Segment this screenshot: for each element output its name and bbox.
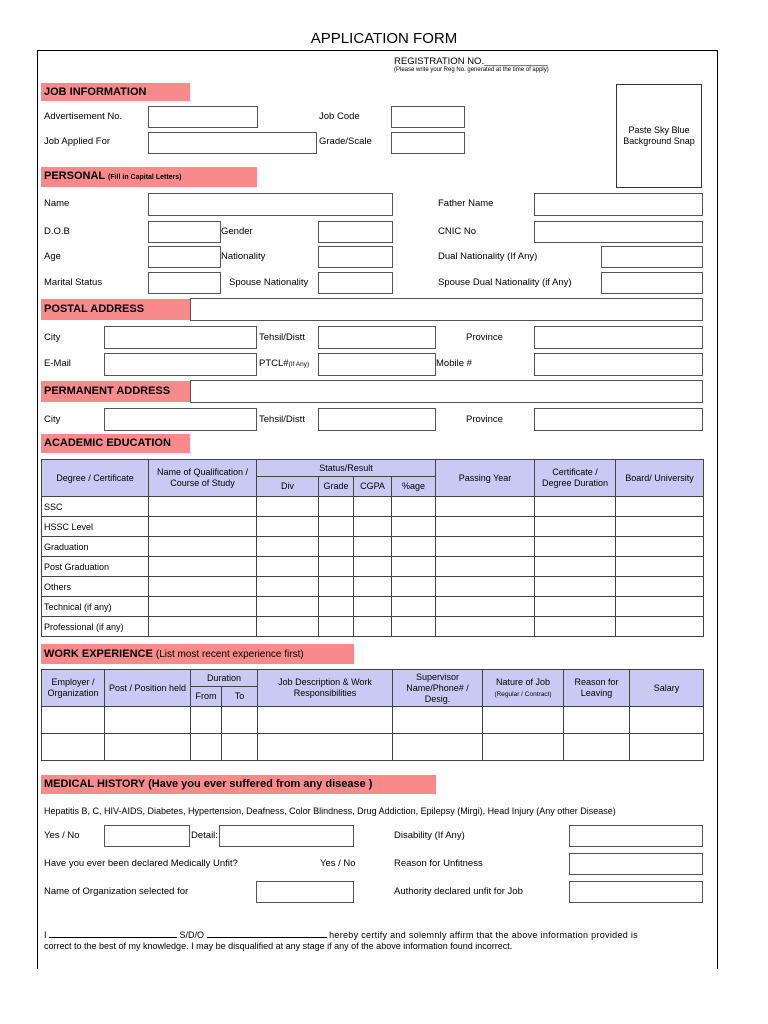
- org-selected-input[interactable]: [256, 881, 354, 903]
- marital-status-label: Marital Status: [44, 277, 103, 288]
- reason-unfitness-input[interactable]: [569, 853, 703, 875]
- table-row: [42, 577, 704, 597]
- col-certificate-duration: Certificate / Degree Duration: [535, 460, 616, 497]
- permanent-tehsil-label: Tehsil/Distt: [259, 414, 305, 425]
- cnic-input[interactable]: [534, 221, 703, 243]
- nationality-input[interactable]: [318, 246, 393, 268]
- mobile-input[interactable]: [534, 353, 703, 376]
- mobile-label: Mobile #: [436, 358, 472, 369]
- permanent-province-input[interactable]: [534, 408, 703, 431]
- spouse-dual-nationality-label: Spouse Dual Nationality (if Any): [438, 277, 572, 288]
- dob-input[interactable]: [148, 221, 221, 243]
- col-nature-of-job: Nature of Job (Regular / Contract): [483, 670, 564, 707]
- certification-line-1: I S/D/O hereby certify and solemnly affirm that the above information provided is: [44, 930, 638, 940]
- job-code-label: Job Code: [319, 111, 360, 122]
- permanent-address-input[interactable]: [190, 380, 703, 403]
- permanent-address-header: PERMANENT ADDRESS: [41, 381, 190, 402]
- father-name-input[interactable]: [534, 193, 703, 216]
- advertisement-no-input[interactable]: [148, 106, 258, 128]
- work-table: [41, 669, 704, 761]
- col-duration: Duration: [191, 670, 258, 687]
- postal-tehsil-label: Tehsil/Distt: [259, 332, 305, 343]
- ptcl-label: PTCL#(If Any): [259, 358, 310, 369]
- gender-label: Gender: [221, 226, 253, 237]
- ptcl-input[interactable]: [318, 353, 436, 376]
- detail-label: Detail:: [191, 830, 218, 841]
- email-label: E-Mail: [44, 358, 71, 369]
- name-input[interactable]: [148, 193, 393, 216]
- col-degree: Degree / Certificate: [42, 460, 149, 497]
- declared-unfit-label: Have you ever been declared Medically Unfit?: [44, 858, 238, 869]
- certification-line-2: correct to the best of my knowledge. I may be disqualified at any stage if any of the above information found incorrect.: [44, 941, 513, 951]
- col-qualification: Name of Qualification / Course of Study: [149, 460, 257, 497]
- row-label: Professional (if any): [42, 617, 149, 637]
- registration-note: (Please write your Reg No. generated at the time of apply): [394, 67, 549, 73]
- permanent-city-input[interactable]: [104, 408, 257, 431]
- col-reason-leaving: Reason for Leaving: [564, 670, 630, 707]
- grade-scale-label: Grade/Scale: [319, 136, 372, 147]
- table-row: [42, 734, 704, 761]
- job-applied-for-label: Job Applied For: [44, 136, 111, 147]
- job-code-input[interactable]: [391, 106, 465, 128]
- col-to: To: [222, 687, 258, 707]
- table-row: [42, 557, 704, 577]
- postal-city-label: City: [44, 332, 61, 343]
- declared-unfit-yes-no[interactable]: Yes / No: [320, 858, 356, 869]
- yes-no-input[interactable]: [104, 825, 190, 847]
- col-passing-year: Passing Year: [436, 460, 535, 497]
- col-grade: Grade: [319, 477, 354, 497]
- academic-education-header: ACADEMIC EDUCATION: [41, 434, 190, 453]
- col-percentage: %age: [392, 477, 436, 497]
- registration-label: REGISTRATION NO.____________: [394, 56, 548, 67]
- age-input[interactable]: [148, 246, 221, 268]
- permanent-city-label: City: [44, 414, 61, 425]
- nationality-label: Nationality: [221, 251, 266, 262]
- reason-unfitness-label: Reason for Unfitness: [394, 858, 483, 869]
- table-row: [42, 497, 704, 517]
- academic-table: [41, 459, 704, 637]
- row-label: HSSC Level: [42, 517, 149, 537]
- authority-input[interactable]: [569, 881, 703, 903]
- disease-list: Hepatitis B, C, HIV-AIDS, Diabetes, Hypertension, Deafness, Color Blindness, Drug Addiction, Epilepsy (Mirgi), Head Injury (Any other Disease): [44, 806, 616, 816]
- authority-label: Authority declared unfit for Job: [394, 886, 523, 897]
- col-cgpa: CGPA: [354, 477, 392, 497]
- personal-header: PERSONAL (Fill in Capital Letters): [41, 167, 257, 187]
- father-name-label: Father Name: [438, 198, 494, 209]
- permanent-tehsil-input[interactable]: [318, 408, 436, 431]
- spouse-nationality-label: Spouse Nationality: [229, 277, 309, 288]
- grade-scale-input[interactable]: [391, 132, 465, 154]
- row-label: Technical (if any): [42, 597, 149, 617]
- row-label: Others: [42, 577, 149, 597]
- table-row: [42, 707, 704, 734]
- email-input[interactable]: [104, 353, 257, 376]
- photo-box-label: Paste Sky Blue Background Snap: [623, 125, 695, 146]
- parent-name-blank[interactable]: [207, 928, 327, 938]
- disability-input[interactable]: [569, 825, 703, 847]
- org-selected-label: Name of Organization selected for: [44, 886, 189, 897]
- spouse-dual-nationality-input[interactable]: [601, 272, 703, 294]
- marital-status-input[interactable]: [148, 272, 221, 294]
- col-div: Div: [257, 477, 319, 497]
- postal-city-input[interactable]: [104, 326, 257, 349]
- page-title: APPLICATION FORM: [310, 30, 458, 47]
- cnic-label: CNIC No: [438, 226, 477, 237]
- dual-nationality-input[interactable]: [601, 246, 703, 268]
- table-row: [42, 517, 704, 537]
- table-row: [42, 617, 704, 637]
- yes-no-label: Yes / No: [44, 830, 80, 841]
- table-row: [42, 597, 704, 617]
- age-label: Age: [44, 251, 61, 262]
- postal-province-label: Province: [466, 332, 503, 343]
- dual-nationality-label: Dual Nationality (If Any): [438, 251, 538, 262]
- job-applied-for-input[interactable]: [148, 132, 317, 154]
- col-supervisor: Supervisor Name/Phone# / Desig.: [393, 670, 483, 707]
- postal-address-header: POSTAL ADDRESS: [41, 299, 190, 320]
- row-label: Post Graduation: [42, 557, 149, 577]
- row-label: SSC: [42, 497, 149, 517]
- job-information-header: JOB INFORMATION: [41, 83, 190, 101]
- col-job-description: Job Description & Work Responsibilities: [258, 670, 393, 707]
- applicant-name-blank[interactable]: [49, 928, 177, 938]
- medical-history-header: MEDICAL HISTORY (Have you ever suffered from any disease ): [41, 775, 436, 794]
- postal-address-input[interactable]: [190, 298, 703, 321]
- gender-input[interactable]: [318, 221, 393, 243]
- col-salary: Salary: [630, 670, 704, 707]
- photo-box[interactable]: [616, 84, 702, 188]
- advertisement-no-label: Advertisement No.: [44, 111, 123, 122]
- detail-input[interactable]: [219, 825, 354, 847]
- col-employer: Employer / Organization: [42, 670, 105, 707]
- dob-label: D.O.B: [44, 226, 70, 237]
- table-row: [42, 537, 704, 557]
- work-experience-header: WORK EXPERIENCE (List most recent experience first): [41, 644, 354, 664]
- disability-label: Disability (If Any): [394, 830, 465, 841]
- col-post: Post / Position held: [105, 670, 191, 707]
- permanent-province-label: Province: [466, 414, 503, 425]
- postal-province-input[interactable]: [534, 326, 703, 349]
- spouse-nationality-input[interactable]: [318, 272, 393, 294]
- col-board: Board/ University: [616, 460, 704, 497]
- postal-tehsil-input[interactable]: [318, 326, 436, 349]
- col-from: From: [191, 687, 222, 707]
- col-status: Status/Result: [257, 460, 436, 477]
- name-label: Name: [44, 198, 70, 209]
- row-label: Graduation: [42, 537, 149, 557]
